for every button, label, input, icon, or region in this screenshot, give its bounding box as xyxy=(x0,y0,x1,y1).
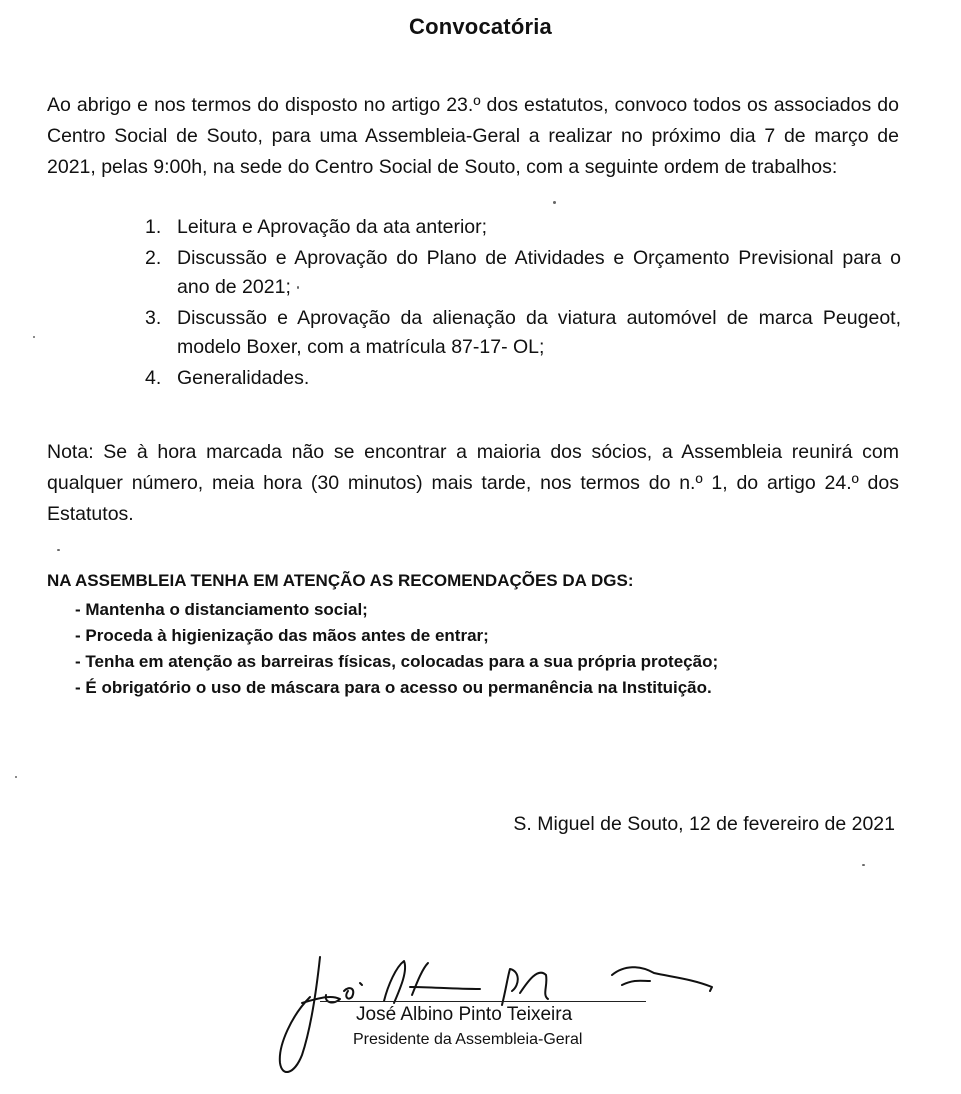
agenda-item-text: Leitura e Aprovação da ata anterior; xyxy=(177,216,488,238)
agenda-list xyxy=(145,213,901,395)
agenda-item-number: 1. xyxy=(145,216,162,238)
scan-speck xyxy=(297,286,299,289)
agenda-item-text: Generalidades. xyxy=(177,367,310,389)
agenda-item-text: Discussão e Aprovação da alienação da viatura automóvel de marca Peugeot, modelo Boxer, com a matrícula 87-17- OL; xyxy=(177,307,901,358)
scan-speck xyxy=(57,549,60,551)
agenda-item-number: 3. xyxy=(145,307,162,329)
recommendation-item: - Proceda à higienização das mãos antes de entrar; xyxy=(75,626,489,645)
recommendations-heading: NA ASSEMBLEIA TENHA EM ATENÇÃO AS RECOMENDAÇÕES DA DGS: xyxy=(47,571,634,590)
intro-paragraph: Ao abrigo e nos termos do disposto no artigo 23.º dos estatutos, convoco todos os associados do Centro Social de Souto, para uma Assembleia-Geral a realizar no próximo dia 7 de março de 2021, pelas 9:00h, na sede do Centro Social de Souto, com a seguinte ordem de trabalhos: xyxy=(47,94,899,178)
agenda-item xyxy=(145,213,901,242)
signer-role: Presidente da Assembleia-Geral xyxy=(353,1031,583,1048)
recommendation-item: - Tenha em atenção as barreiras físicas, colocadas para a sua própria proteção; xyxy=(75,652,719,671)
agenda-item xyxy=(145,364,901,393)
place-date: S. Miguel de Souto, 12 de fevereiro de 2021 xyxy=(513,813,895,835)
agenda-item xyxy=(145,244,901,302)
scan-speck xyxy=(15,776,17,778)
agenda-item-number: 4. xyxy=(145,367,162,389)
scan-speck xyxy=(862,864,865,866)
recommendations-list xyxy=(75,597,718,701)
nota-paragraph: Nota: Se à hora marcada não se encontrar a maioria dos sócios, a Assembleia reunirá com qualquer número, meia hora (30 minutos) mais tarde, nos termos do n.º 1, do artigo 24.º dos Estatutos. xyxy=(47,441,899,525)
recommendation-item: - Mantenha o distanciamento social; xyxy=(75,600,368,619)
signature-line xyxy=(320,1001,646,1002)
agenda-item xyxy=(145,304,901,362)
agenda-item-number: 2. xyxy=(145,247,162,269)
signer-name: José Albino Pinto Teixeira xyxy=(356,1004,573,1025)
scan-speck xyxy=(553,201,556,204)
recommendation-item: - É obrigatório o uso de máscara para o acesso ou permanência na Instituição. xyxy=(75,678,712,697)
agenda-item-text: Discussão e Aprovação do Plano de Atividades e Orçamento Previsional para o ano de 2021; xyxy=(177,247,901,298)
scan-speck xyxy=(33,336,35,338)
document-title: Convocatória xyxy=(409,14,552,39)
